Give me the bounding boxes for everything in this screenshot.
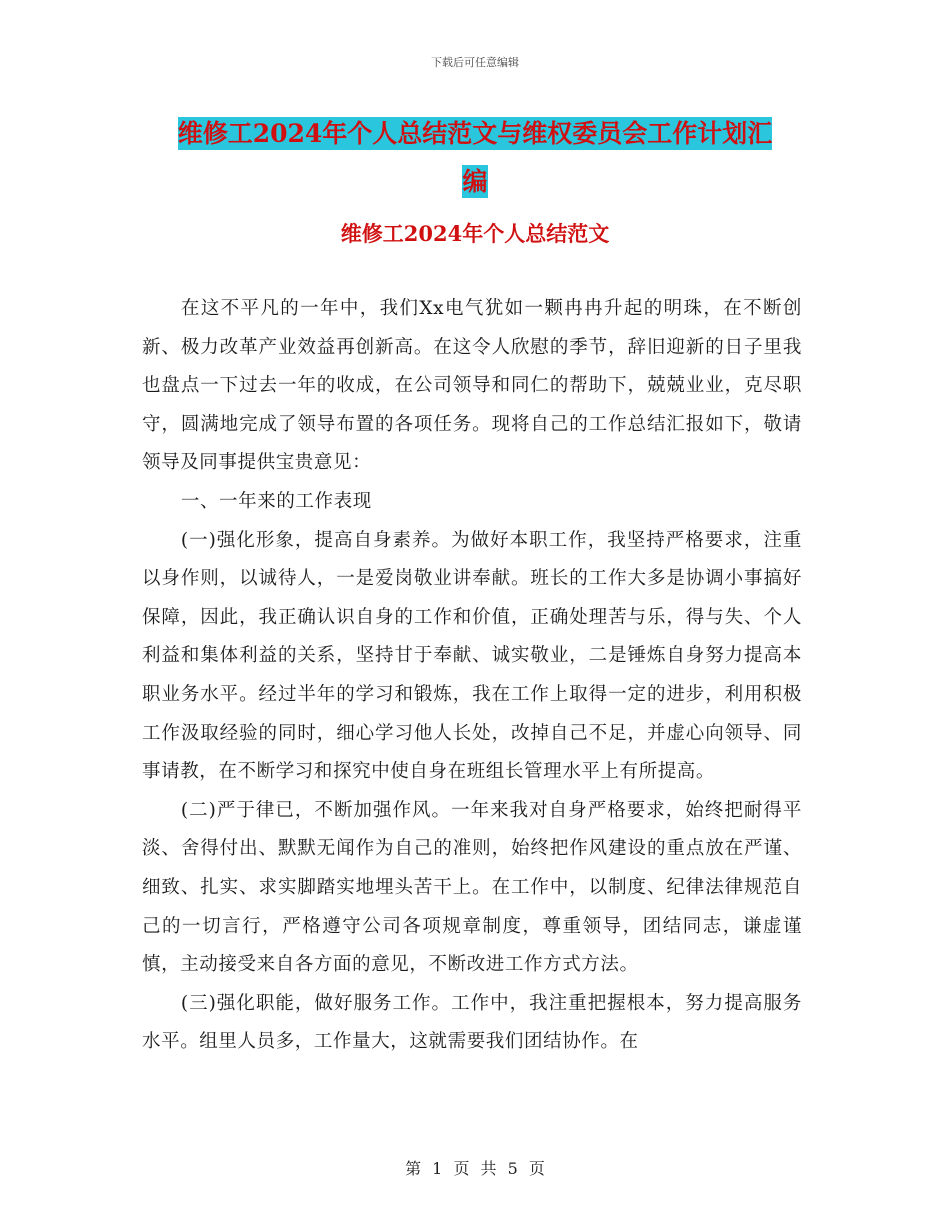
header-note: 下载后可任意编辑 bbox=[431, 56, 519, 69]
section-title: 维修工2024年个人总结范文 bbox=[340, 221, 610, 246]
paragraph: (三)强化职能，做好服务工作。工作中，我注重把握根本，努力提高服务水平。组里人员多，工作量大，这就需要我们团结协作。在 bbox=[142, 992, 802, 1053]
paragraph: 在这不平凡的一年中，我们Xx电气犹如一颗冉冉升起的明珠，在不断创新、极力改革产业效益再创新高。在这令人欣慰的季节，辞旧迎新的日子里我也盘点一下过去一年的收成，在公司领导和同仁的帮助下，兢兢业业，克尽职守，圆满地完成了领导布置的各项任务。现将自己的工作总结汇报如下，敬请领导及同事提供宝贵意见： bbox=[142, 298, 802, 474]
body-text bbox=[142, 290, 802, 1062]
paragraph: (一)强化形象，提高自身素养。为做好本职工作，我坚持严格要求，注重以身作则，以诚待人，一是爱岗敬业讲奉献。班长的工作大多是协调小事搞好保障，因此，我正确认识自身的工作和价值，正确处理苦与乐，得与失、个人利益和集体利益的关系，坚持甘于奉献、诚实敬业，二是锤炼自身努力提高本职业务水平。经过半年的学习和锻炼，我在工作上取得一定的进步，利用积极工作汲取经验的同时，细心学习他人长处，改掉自己不足，并虚心向领导、同事请教，在不断学习和探究中使自身在班组长管理水平上有所提高。 bbox=[142, 529, 802, 783]
paragraph: (二)严于律已，不断加强作风。一年来我对自身严格要求，始终把耐得平淡、舍得付出、默默无闻作为自己的准则，始终把作风建设的重点放在严谨、细致、扎实、求实脚踏实地埋头苦干上。在工作中，以制度、纪律法律规范自己的一切言行，严格遵守公司各项规章制度，尊重领导，团结同志，谦虚谨慎，主动接受来自各方面的意见，不断改进工作方式方法。 bbox=[142, 799, 802, 976]
document-title bbox=[0, 110, 950, 206]
document-title-line2: 编 bbox=[462, 167, 488, 196]
page-footer: 第 1 页 共 5 页 bbox=[405, 1159, 545, 1178]
paragraph: 一、一年来的工作表现 bbox=[180, 490, 372, 512]
document-title-line1: 维修工2024年个人总结范文与维权委员会工作计划汇 bbox=[177, 119, 773, 148]
